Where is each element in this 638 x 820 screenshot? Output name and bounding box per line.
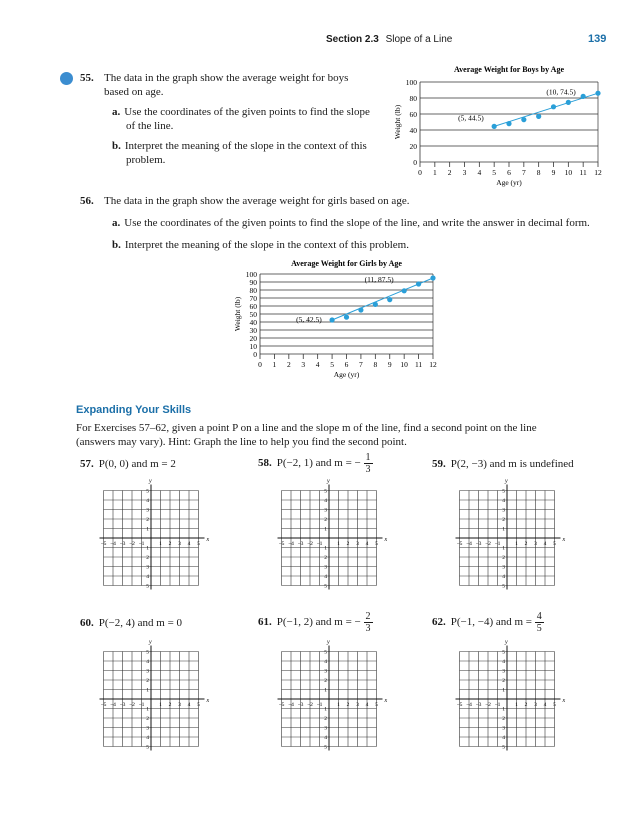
coordinate-grid-61[interactable] — [274, 639, 390, 755]
y-tick-label: 4 — [324, 659, 327, 665]
x-tick-label: 10 — [400, 360, 408, 369]
y-tick-label: 1 — [146, 706, 149, 713]
x-axis-label: x — [206, 698, 210, 704]
x-tick-label: 1 — [432, 168, 437, 177]
problem-61: 61. P(−1, 2) and m = − $\frac{2}{3}$ — [258, 611, 371, 634]
data-point — [358, 307, 363, 312]
x-tick-label: 10 — [564, 168, 573, 177]
y-tick-label: 2 — [146, 555, 149, 561]
y-tick-label: 3 — [324, 725, 327, 732]
x-axis-label: Age (yr) — [333, 370, 360, 379]
y-axis-label: y — [327, 639, 330, 646]
x-tick-label: −4 — [288, 541, 294, 547]
data-point — [536, 114, 541, 119]
y-tick-label: 1 — [324, 545, 327, 552]
y-tick-label: 5 — [502, 583, 505, 590]
y-tick-label: 3 — [324, 507, 327, 514]
y-tick-label: 70 — [249, 294, 257, 303]
point-annotation: (10, 74.5) — [546, 87, 576, 97]
coordinate-grid-57[interactable] — [96, 478, 212, 594]
data-point — [551, 104, 556, 109]
x-tick-label: 4 — [477, 168, 482, 177]
y-tick-label: 1 — [146, 526, 149, 533]
data-point — [373, 302, 378, 307]
x-tick-label: 0 — [258, 360, 262, 369]
x-tick-label: 2 — [168, 541, 172, 547]
x-tick-label: −5 — [456, 702, 463, 708]
section-label: Section 2.3 — [326, 34, 379, 45]
exercise-part-a: a. Use the coordinates of the given points to find the slope of the line. — [112, 106, 370, 132]
y-tick-label: 4 — [502, 659, 505, 665]
section-heading: Expanding Your Skills — [76, 404, 192, 416]
x-tick-label: −3 — [475, 541, 482, 547]
data-point — [581, 94, 586, 99]
y-tick-label: 10 — [249, 342, 257, 351]
x-tick-label: 11 — [414, 360, 423, 369]
y-tick-label: 40 — [249, 318, 257, 327]
x-tick-label: 4 — [365, 541, 369, 547]
y-tick-label: 5 — [146, 649, 149, 656]
x-tick-label: −3 — [119, 702, 126, 708]
x-tick-label: −5 — [456, 541, 463, 547]
x-tick-label: −5 — [278, 541, 285, 547]
x-tick-label: 12 — [594, 168, 602, 177]
y-tick-label: 3 — [502, 507, 505, 514]
x-tick-label: −2 — [129, 541, 135, 547]
y-tick-label: 5 — [324, 488, 327, 495]
y-tick-label: 60 — [249, 302, 257, 311]
x-tick-label: −2 — [307, 702, 313, 708]
exercise-number: 56. — [80, 195, 94, 207]
y-tick-label: 1 — [146, 687, 149, 694]
x-tick-label: 3 — [356, 702, 359, 708]
x-tick-label: 3 — [534, 702, 537, 708]
y-tick-label: 2 — [324, 716, 327, 722]
x-axis-label: x — [562, 537, 566, 543]
data-point — [344, 315, 349, 320]
problem-60: 60. P(−2, 4) and m = 0 — [80, 617, 183, 629]
x-tick-label: 2 — [524, 702, 528, 708]
chart-title: Average Weight for Girls by Age — [291, 259, 402, 268]
x-tick-label: 5 — [375, 702, 378, 708]
x-tick-label: 2 — [346, 702, 350, 708]
x-tick-label: −4 — [288, 702, 294, 708]
x-tick-label: −3 — [297, 541, 304, 547]
data-point — [387, 297, 392, 302]
x-tick-label: 5 — [330, 360, 334, 369]
girls-weight-chart — [228, 256, 448, 380]
y-tick-label: 2 — [324, 517, 327, 523]
y-tick-label: 80 — [249, 286, 257, 295]
y-axis-label: Weight (lb) — [393, 104, 402, 140]
y-tick-label: 4 — [502, 498, 505, 504]
y-tick-label: 2 — [146, 678, 149, 684]
x-tick-label: 9 — [551, 168, 556, 177]
x-tick-label: −1 — [316, 541, 323, 547]
y-tick-label: 4 — [502, 574, 505, 580]
y-tick-label: 5 — [502, 488, 505, 495]
data-point — [521, 117, 526, 122]
y-tick-label: 100 — [245, 270, 257, 279]
exercise-part-b: b. Interpret the meaning of the slope in the context of this problem. — [112, 239, 409, 251]
x-tick-label: −1 — [138, 702, 145, 708]
y-tick-label: 0 — [413, 158, 417, 167]
x-tick-label: −1 — [494, 702, 501, 708]
y-tick-label: 20 — [409, 142, 417, 151]
y-tick-label: 90 — [249, 278, 257, 287]
data-point — [402, 288, 407, 293]
data-point — [566, 100, 571, 105]
coordinate-grid-62[interactable] — [452, 639, 568, 755]
y-tick-label: 4 — [146, 735, 149, 741]
y-tick-label: 2 — [146, 517, 149, 523]
x-tick-label: −5 — [100, 541, 107, 547]
y-tick-label: 4 — [324, 498, 327, 504]
x-tick-label: 0 — [418, 168, 422, 177]
x-tick-label: 11 — [579, 168, 587, 177]
x-tick-label: 2 — [447, 168, 452, 177]
y-tick-label: 5 — [146, 488, 149, 495]
x-tick-label: 5 — [197, 702, 200, 708]
section-intro: For Exercises 57–62, given a point P on a line and the slope m of the line, find a second point on the line (answers may vary). Hint: Graph the line to help you find the second point. — [76, 422, 537, 448]
x-tick-label: −1 — [494, 541, 501, 547]
y-tick-label: 4 — [324, 735, 327, 741]
x-tick-label: 3 — [301, 360, 306, 369]
y-tick-label: 5 — [146, 744, 149, 751]
x-tick-label: 1 — [159, 702, 162, 708]
y-tick-label: 4 — [502, 735, 505, 741]
x-tick-label: 2 — [286, 360, 291, 369]
y-tick-label: 5 — [146, 583, 149, 590]
x-tick-label: 4 — [187, 702, 191, 708]
y-tick-label: 2 — [502, 678, 505, 684]
x-tick-label: 1 — [272, 360, 277, 369]
x-tick-label: 7 — [359, 360, 363, 369]
x-tick-label: −5 — [100, 702, 107, 708]
y-tick-label: 3 — [146, 507, 149, 514]
x-tick-label: −1 — [138, 541, 145, 547]
x-tick-label: 5 — [492, 168, 497, 177]
y-tick-label: 4 — [324, 574, 327, 580]
x-tick-label: 12 — [429, 360, 437, 369]
x-tick-label: 3 — [462, 168, 467, 177]
x-tick-label: 6 — [344, 360, 349, 369]
x-tick-label: −3 — [297, 702, 304, 708]
x-tick-label: −4 — [466, 541, 472, 547]
exercise-text: The data in the graph show the average weight for boys based on age. — [104, 72, 349, 98]
x-tick-label: −4 — [110, 541, 116, 547]
y-tick-label: 100 — [405, 78, 417, 87]
x-tick-label: −2 — [485, 541, 491, 547]
y-axis-label: y — [327, 478, 330, 485]
point-annotation: (5, 44.5) — [458, 113, 484, 123]
x-tick-label: 4 — [365, 702, 369, 708]
problem-62: 62. P(−1, −4) and m = $\frac{4}{5}$ — [432, 611, 542, 634]
x-tick-label: 1 — [515, 702, 518, 708]
y-axis-label: y — [505, 478, 508, 485]
y-tick-label: 4 — [146, 498, 149, 504]
x-axis-label: x — [562, 698, 566, 704]
x-tick-label: −4 — [466, 702, 472, 708]
problem-58: 58. P(−2, 1) and m = − $\frac{1}{3}$ — [258, 452, 371, 475]
problem-57: 57. P(0, 0) and m = 2 — [80, 458, 176, 470]
x-tick-label: 1 — [337, 541, 340, 547]
x-tick-label: 4 — [187, 541, 191, 547]
x-tick-label: 7 — [521, 168, 526, 177]
y-axis-label: Weight (lb) — [233, 296, 242, 332]
x-axis-label: x — [384, 698, 388, 704]
y-tick-label: 1 — [502, 687, 505, 694]
y-axis-label: y — [149, 478, 152, 485]
exercise-group-icon — [60, 72, 73, 85]
x-tick-label: −4 — [110, 702, 116, 708]
x-tick-label: −2 — [129, 702, 135, 708]
header-section — [326, 34, 452, 45]
x-tick-label: 8 — [536, 168, 541, 177]
x-tick-label: 1 — [515, 541, 518, 547]
y-tick-label: 3 — [146, 564, 149, 571]
point-annotation: (5, 42.5) — [296, 315, 322, 324]
data-point — [430, 275, 435, 280]
y-tick-label: 80 — [409, 94, 417, 103]
x-tick-label: 2 — [524, 541, 528, 547]
x-tick-label: 3 — [534, 541, 537, 547]
y-tick-label: 4 — [146, 659, 149, 665]
y-tick-label: 2 — [146, 716, 149, 722]
y-tick-label: 3 — [324, 668, 327, 675]
x-axis-label: x — [206, 537, 210, 543]
coordinate-grid-59[interactable] — [452, 478, 568, 594]
y-tick-label: 1 — [324, 687, 327, 694]
y-tick-label: 1 — [502, 526, 505, 533]
y-axis-label: y — [505, 639, 508, 646]
y-tick-label: 5 — [324, 649, 327, 656]
y-tick-label: 3 — [502, 725, 505, 732]
y-tick-label: 2 — [324, 555, 327, 561]
y-tick-label: 60 — [409, 110, 417, 119]
y-tick-label: 50 — [249, 310, 257, 319]
data-point — [329, 317, 334, 322]
x-tick-label: −3 — [119, 541, 126, 547]
data-point — [595, 91, 600, 96]
x-tick-label: −1 — [316, 702, 323, 708]
x-tick-label: 3 — [178, 702, 181, 708]
page-number: 139 — [588, 33, 607, 45]
y-tick-label: 2 — [502, 517, 505, 523]
y-tick-label: 2 — [502, 716, 505, 722]
coordinate-grid-58[interactable] — [274, 478, 390, 594]
y-tick-label: 3 — [146, 725, 149, 732]
boys-weight-chart — [388, 62, 608, 188]
x-tick-label: 6 — [507, 168, 511, 177]
section-title: Slope of a Line — [385, 34, 453, 45]
x-tick-label: 5 — [375, 541, 378, 547]
y-tick-label: 30 — [249, 326, 257, 335]
x-tick-label: −2 — [485, 702, 491, 708]
y-tick-label: 1 — [324, 526, 327, 533]
x-tick-label: 2 — [168, 702, 172, 708]
x-tick-label: 3 — [356, 541, 359, 547]
y-tick-label: 2 — [324, 678, 327, 684]
y-tick-label: 5 — [502, 744, 505, 751]
y-tick-label: 1 — [502, 545, 505, 552]
data-point — [416, 281, 421, 286]
x-tick-label: 4 — [315, 360, 320, 369]
data-point — [506, 121, 511, 126]
y-tick-label: 1 — [324, 706, 327, 713]
x-axis-label: x — [384, 537, 388, 543]
y-tick-label: 0 — [253, 350, 257, 359]
x-tick-label: 3 — [178, 541, 181, 547]
y-tick-label: 4 — [146, 574, 149, 580]
y-tick-label: 20 — [249, 334, 257, 343]
y-tick-label: 5 — [502, 649, 505, 656]
x-tick-label: 4 — [543, 702, 547, 708]
x-tick-label: −3 — [475, 702, 482, 708]
y-tick-label: 3 — [146, 668, 149, 675]
y-tick-label: 3 — [324, 564, 327, 571]
exercise-number: 55. — [80, 72, 94, 84]
x-tick-label: −5 — [278, 702, 285, 708]
y-tick-label: 5 — [324, 583, 327, 590]
exercise-part-a: a. Use the coordinates of the given points to find the slope of the line, and write the answer in decimal form. — [112, 217, 590, 229]
y-axis-label: y — [149, 639, 152, 646]
point-annotation: (11, 87.5) — [364, 275, 394, 284]
problem-59: 59. P(2, −3) and m is undefined — [432, 458, 574, 470]
data-point — [492, 124, 497, 129]
x-tick-label: 1 — [159, 541, 162, 547]
exercise-text: The data in the graph show the average weight for girls based on age. — [104, 195, 410, 207]
y-tick-label: 1 — [146, 545, 149, 552]
x-tick-label: 9 — [387, 360, 392, 369]
x-axis-label: Age (yr) — [496, 178, 522, 187]
exercise-part-b: b. Interpret the meaning of the slope in the context of this problem. — [112, 140, 367, 166]
y-tick-label: 40 — [409, 126, 417, 135]
coordinate-grid-60[interactable] — [96, 639, 212, 755]
x-tick-label: 5 — [553, 541, 556, 547]
y-tick-label: 3 — [502, 668, 505, 675]
x-tick-label: 8 — [373, 360, 378, 369]
x-tick-label: 4 — [543, 541, 547, 547]
x-tick-label: −2 — [307, 541, 313, 547]
y-tick-label: 5 — [324, 744, 327, 751]
chart-title: Average Weight for Boys by Age — [454, 65, 564, 74]
y-tick-label: 3 — [502, 564, 505, 571]
x-tick-label: 5 — [197, 541, 200, 547]
y-tick-label: 1 — [502, 706, 505, 713]
y-tick-label: 2 — [502, 555, 505, 561]
x-tick-label: 5 — [553, 702, 556, 708]
x-tick-label: 1 — [337, 702, 340, 708]
x-tick-label: 2 — [346, 541, 350, 547]
